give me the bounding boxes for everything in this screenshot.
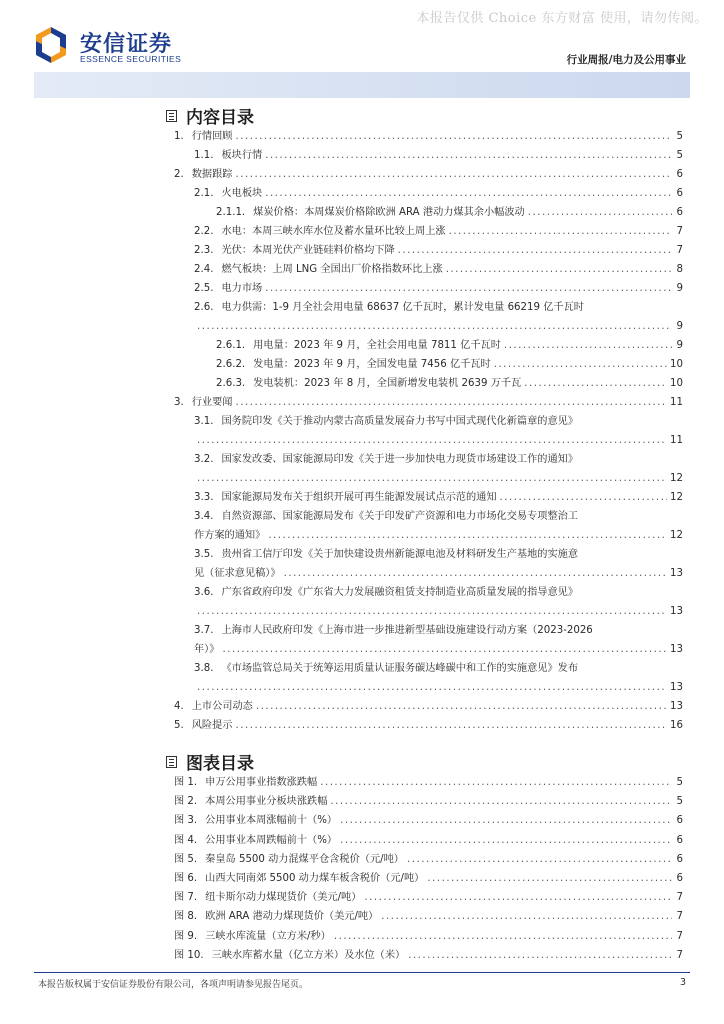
toc-entry-page: 9: [676, 283, 683, 294]
toc-entry-page: 6: [676, 169, 683, 180]
toc-entry-page: 10: [670, 359, 683, 370]
toc-entry[interactable]: [194, 149, 683, 163]
logo-text-cn: 安信证券: [80, 32, 173, 57]
toc-entry-title: 数据跟踪: [191, 169, 233, 180]
toc-entry-number: 3.4.: [194, 511, 214, 522]
list-icon: [166, 756, 177, 768]
toc-entry-number: 3.7.: [194, 625, 214, 636]
toc-leader-dots: [197, 605, 667, 619]
toc-entry-number: 1.: [174, 131, 184, 142]
toc-entry[interactable]: [194, 662, 683, 676]
figure-entry-title: 秦皇岛 5500 动力混煤平仓含税价（元/吨）: [205, 853, 404, 865]
toc-leader-dots: [398, 244, 672, 258]
watermark: 本报告仅供 Choice 东方财富 使用，请勿传阅。: [416, 11, 708, 26]
toc-entry-title: 行业要闻: [191, 397, 233, 408]
toc-entry-page: 13: [670, 682, 683, 693]
toc-leader-dots: [265, 149, 672, 163]
toc-entry-title: 贵州省工信厅印发《关于加快建设贵州新能源电池及材料研发生产基地的实施意: [221, 549, 579, 560]
toc-entry-number: 2.3.: [194, 245, 214, 256]
figure-entry-page: 7: [676, 892, 683, 904]
toc-entry-page: 8: [676, 264, 683, 275]
toc-leader-dots: [364, 891, 672, 905]
figure-entry-title: 公用事业本周涨幅前十（%）: [205, 815, 338, 827]
contents-title: 内容目录: [186, 108, 254, 128]
toc-entry-page: 12: [670, 530, 683, 541]
toc-leader-dots: [197, 434, 667, 448]
toc-entry[interactable]: [174, 930, 683, 944]
toc-entry[interactable]: [194, 529, 683, 543]
toc-entry-number: 3.: [174, 397, 184, 408]
toc-entry[interactable]: [194, 472, 683, 486]
toc-entry[interactable]: [174, 853, 683, 867]
logo-text-en: ESSENCE SECURITIES: [80, 54, 182, 64]
figure-entry-page: 5: [676, 796, 683, 808]
toc-leader-dots: [222, 643, 667, 657]
toc-leader-dots: [408, 949, 672, 963]
company-logo: [34, 26, 194, 66]
toc-leader-dots: [449, 225, 672, 239]
logo-mark-icon: [34, 26, 68, 64]
figure-entry-title: 三峡水库流量（立方米/秒）: [205, 930, 331, 942]
toc-leader-dots: [494, 358, 667, 372]
toc-entry[interactable]: [194, 320, 683, 334]
figure-entry-title: 公用事业本周跌幅前十（%）: [205, 834, 338, 846]
toc-entry[interactable]: [194, 434, 683, 448]
toc-entry-title: 国家能源局发布关于组织开展可再生能源发展试点示范的通知: [221, 492, 497, 503]
toc-entry[interactable]: [174, 872, 683, 886]
toc-entry-number: 2.2.: [194, 226, 214, 237]
figure-entry-number: 图 3.: [174, 815, 198, 827]
toc-entry[interactable]: [194, 605, 683, 619]
toc-entry-page: 9: [676, 340, 683, 351]
toc-entry-page: 13: [670, 606, 683, 617]
toc-entry-number: 1.1.: [194, 150, 214, 161]
toc-leader-dots: [265, 187, 672, 201]
toc-entry-number: 4.: [174, 701, 184, 712]
toc-leader-dots: [504, 339, 672, 353]
figure-entry-number: 图 2.: [174, 796, 198, 808]
footer-disclaimer: 本报告版权属于安信证券股份有限公司，各项声明请参见报告尾页。: [38, 980, 309, 990]
toc-entry-page: 9: [676, 321, 683, 332]
toc-leader-dots: [334, 930, 672, 944]
figure-entry-number: 图 1.: [174, 777, 198, 788]
toc-leader-dots: [330, 795, 672, 809]
toc-entry-number: 3.8.: [194, 663, 214, 674]
toc-entry-page: 13: [670, 644, 683, 655]
toc-entry-page: 6: [676, 207, 683, 218]
header-band: [34, 72, 690, 98]
toc-leader-dots: [235, 719, 667, 733]
toc-entry-number: 3.6.: [194, 587, 214, 598]
toc-entry[interactable]: [174, 700, 683, 714]
toc-leader-dots: [340, 814, 672, 828]
toc-leader-dots: [256, 700, 667, 714]
toc-entry-title: 行情回顾: [191, 131, 233, 142]
toc-entry-title: 光伏：本周光伏产业链硅料价格均下降: [221, 245, 395, 256]
toc-entry-title: 煤炭价格：本周煤炭价格除欧洲 ARA 港动力煤其余小幅波动: [253, 207, 525, 218]
figure-entry-number: 图 4.: [174, 834, 198, 846]
toc-leader-dots: [265, 282, 672, 296]
toc-entry[interactable]: [194, 263, 683, 277]
toc-entry-title-cont: 年）》: [194, 644, 220, 655]
toc-leader-dots: [235, 396, 667, 410]
figure-entry-title: 三峡水库蓄水量（亿立方米）及水位（米）: [211, 949, 406, 961]
toc-leader-dots: [407, 853, 672, 867]
toc-entry-number: 2.6.: [194, 302, 214, 313]
toc-entry-number: 2.6.2.: [216, 359, 246, 370]
toc-entry-title: 燃气板块：上周 LNG 全国出厂价格指数环比上涨: [221, 264, 443, 275]
toc-leader-dots: [284, 567, 667, 581]
toc-entry[interactable]: [194, 301, 683, 315]
toc-entry-title-cont: 见（征求意见稿）》: [194, 568, 281, 579]
toc-entry-page: 13: [670, 568, 683, 579]
toc-entry[interactable]: [216, 358, 683, 372]
toc-entry-title: 国务院印发《关于推动内蒙古高质量发展奋力书写中国式现代化新篇章的意见》: [221, 416, 579, 427]
toc-entry-number: 2.1.1.: [216, 207, 246, 218]
toc-entry-number: 3.2.: [194, 454, 214, 465]
toc-entry-title: 板块行情: [221, 150, 263, 161]
figure-entry-title: 申万公用事业指数涨跌幅: [205, 777, 318, 788]
toc-entry[interactable]: [194, 187, 683, 201]
toc-entry[interactable]: [194, 225, 683, 239]
toc-entry[interactable]: [174, 130, 683, 144]
toc-entry[interactable]: [194, 567, 683, 581]
toc-leader-dots: [197, 681, 667, 695]
toc-leader-dots: [268, 529, 667, 543]
toc-leader-dots: [528, 206, 672, 220]
toc-leader-dots: [197, 320, 672, 334]
toc-leader-dots: [197, 472, 667, 486]
toc-entry-title: 风险提示: [191, 720, 233, 731]
toc-entry-page: 12: [670, 473, 683, 484]
toc-leader-dots: [235, 168, 672, 182]
contents-heading: [166, 103, 254, 128]
toc-entry[interactable]: [174, 834, 683, 848]
figure-entry-title: 纽卡斯尔动力煤现货价（美元/吨）: [205, 892, 362, 904]
toc-entry[interactable]: [194, 586, 683, 600]
toc-entry[interactable]: [174, 795, 683, 809]
toc-leader-dots: [381, 910, 672, 924]
toc-leader-dots: [320, 776, 672, 790]
toc-entry[interactable]: [194, 453, 683, 467]
toc-entry-number: 3.3.: [194, 492, 214, 503]
toc-entry-title: 电力市场: [221, 283, 263, 294]
toc-entry-page: 11: [670, 435, 683, 446]
toc-entry[interactable]: [194, 491, 683, 505]
figure-entry-number: 图 6.: [174, 873, 198, 884]
toc-entry-number: 3.5.: [194, 549, 214, 560]
toc-entry-number: 5.: [174, 720, 184, 731]
toc-entry[interactable]: [194, 548, 683, 562]
page-number: 3: [679, 977, 686, 988]
toc-entry-number: 2.4.: [194, 264, 214, 275]
toc-entry-title: 上市公司动态: [191, 701, 253, 712]
figure-entry-title: 山西大同南郊 5500 动力煤车板含税价（元/吨）: [205, 873, 425, 884]
toc-entry[interactable]: [174, 910, 683, 924]
toc-entry-page: 11: [670, 397, 683, 408]
toc-entry[interactable]: [174, 776, 683, 790]
toc-entry[interactable]: [194, 415, 683, 429]
toc-leader-dots: [340, 834, 672, 848]
toc-entry[interactable]: [174, 168, 683, 182]
toc-leader-dots: [427, 872, 672, 886]
toc-entry[interactable]: [174, 814, 683, 828]
figures-title: 图表目录: [186, 754, 254, 774]
figure-entry-page: 6: [676, 815, 683, 827]
toc-entry-title: 用电量：2023 年 9 月，全社会用电量 7811 亿千瓦时: [253, 340, 501, 351]
toc-leader-dots: [500, 491, 668, 505]
figure-entry-page: 5: [676, 777, 683, 788]
figure-entry-page: 7: [676, 911, 683, 923]
figure-entry-number: 图 7.: [174, 892, 198, 904]
toc-entry[interactable]: [174, 396, 683, 410]
toc-entry-page: 16: [670, 720, 683, 731]
toc-leader-dots: [235, 130, 672, 144]
figure-entry-number: 图 9.: [174, 930, 198, 942]
toc-entry-page: 13: [670, 701, 683, 712]
figure-entry-title: 欧洲 ARA 港动力煤现货价（美元/吨）: [205, 911, 379, 923]
figure-entry-page: 6: [676, 873, 683, 884]
toc-entry[interactable]: [194, 244, 683, 258]
toc-entry-number: 3.1.: [194, 416, 214, 427]
toc-entry[interactable]: [194, 643, 683, 657]
toc-entry-title-cont: 作方案的通知》: [194, 530, 266, 541]
toc-entry-title: 水电：本周三峡水库水位及蓄水量环比较上周上涨: [221, 226, 446, 237]
toc-entry-title: 发电装机：2023 年 8 月，全国新增发电装机 2639 万千瓦: [253, 378, 522, 389]
figure-entry-page: 6: [676, 853, 683, 865]
toc-entry-page: 5: [676, 131, 683, 142]
toc-leader-dots: [524, 377, 667, 391]
toc-entry-number: 2.6.3.: [216, 378, 246, 389]
figure-entry-number: 图 5.: [174, 853, 198, 865]
toc-entry[interactable]: [194, 624, 683, 638]
toc-entry[interactable]: [174, 949, 683, 963]
toc-entry[interactable]: [174, 891, 683, 905]
list-icon: [166, 110, 177, 122]
toc-entry-page: 12: [670, 492, 683, 503]
report-category: 行业周报/电力及公用事业: [566, 54, 686, 66]
figure-entry-title: 本周公用事业分板块涨跌幅: [205, 796, 328, 808]
toc-entry-page: 7: [676, 245, 683, 256]
toc-entry-title: 广东省政府印发《广东省大力发展融资租赁支持制造业高质量发展的指导意见》: [221, 587, 579, 598]
toc-entry-title: 发电量：2023 年 9 月，全国发电量 7456 亿千瓦时: [253, 359, 491, 370]
figure-entry-page: 7: [676, 949, 683, 961]
toc-entry-title: 电力供需：1-9 月全社会用电量 68637 亿千瓦时，累计发电量 66219 亿千瓦时: [221, 302, 584, 313]
toc-entry[interactable]: [216, 377, 683, 391]
toc-entry[interactable]: [216, 206, 683, 220]
figure-entry-page: 6: [676, 834, 683, 846]
toc-entry[interactable]: [194, 282, 683, 296]
toc-entry[interactable]: [174, 719, 683, 733]
toc-entry-title: 火电板块: [221, 188, 263, 199]
toc-entry-number: 2.: [174, 169, 184, 180]
toc-entry-page: 7: [676, 226, 683, 237]
toc-entry-title: 《市场监管总局关于统筹运用质量认证服务碳达峰碳中和工作的实施意见》发布: [221, 663, 579, 674]
figures-heading: [166, 749, 254, 774]
figure-entry-number: 图 10.: [174, 949, 204, 961]
toc-entry-title: 国家发改委、国家能源局印发《关于进一步加快电力现货市场建设工作的通知》: [221, 454, 579, 465]
footer-divider: [34, 972, 690, 973]
toc-entry-number: 2.1.: [194, 188, 214, 199]
toc-entry[interactable]: [194, 681, 683, 695]
toc-entry[interactable]: [194, 510, 683, 524]
toc-entry-page: 10: [670, 378, 683, 389]
figure-entry-number: 图 8.: [174, 911, 198, 923]
toc-entry-number: 2.6.1.: [216, 340, 246, 351]
toc-entry-title: 自然资源部、国家能源局发布《关于印发矿产资源和电力市场化交易专项整治工: [221, 511, 579, 522]
toc-entry-number: 2.5.: [194, 283, 214, 294]
figure-entry-page: 7: [676, 930, 683, 942]
toc-leader-dots: [446, 263, 672, 277]
toc-entry-title: 上海市人民政府印发《上海市进一步推进新型基础设施建设行动方案（2023-2026: [221, 625, 593, 636]
toc-entry-page: 6: [676, 188, 683, 199]
toc-entry-page: 5: [676, 150, 683, 161]
toc-entry[interactable]: [216, 339, 683, 353]
